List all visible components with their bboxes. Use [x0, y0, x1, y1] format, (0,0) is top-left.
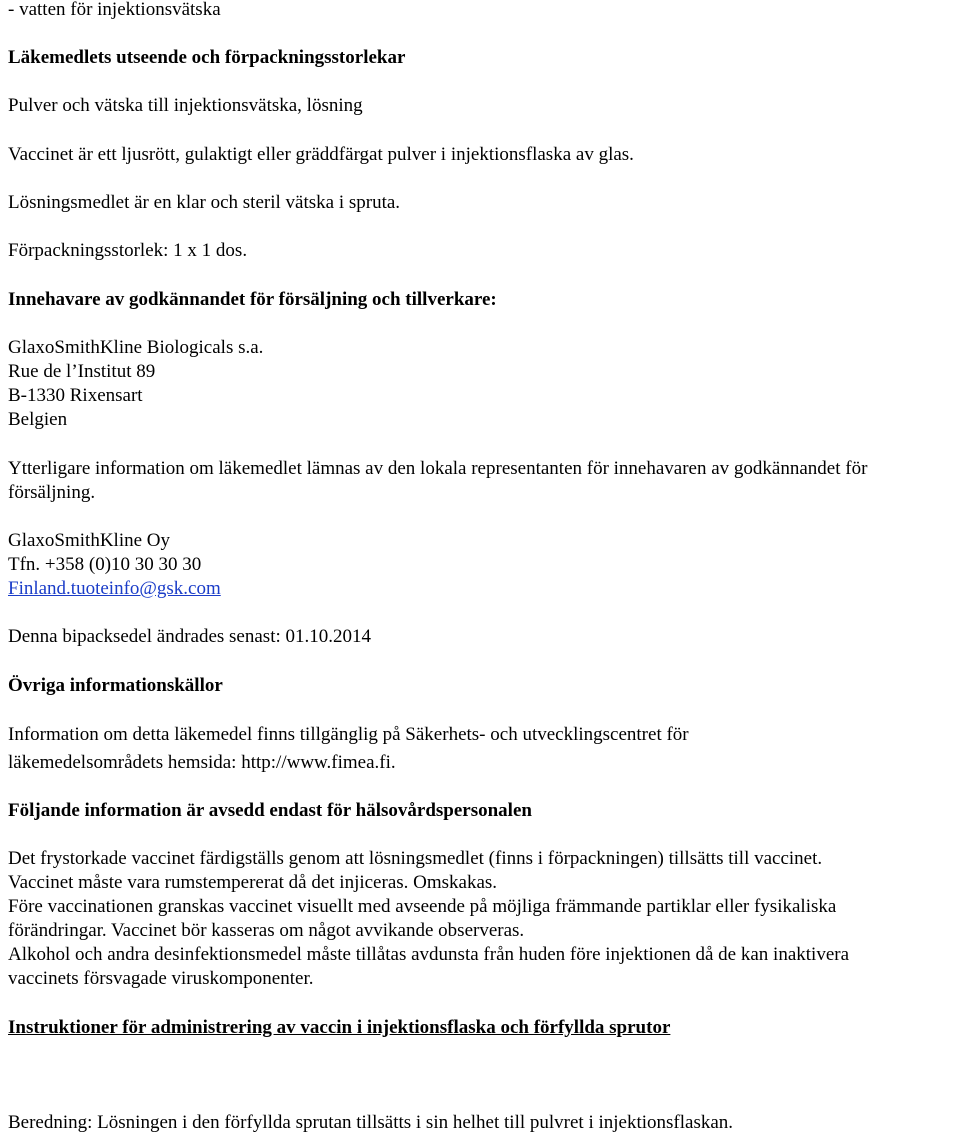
more-info-line-2: försäljning. — [8, 482, 96, 503]
revised-date: Denna bipacksedel ändrades senast: 01.10.2014 — [8, 626, 372, 647]
text-pack-size: Förpackningsstorlek: 1 x 1 dos. — [8, 240, 248, 261]
local-rep-phone: Tfn. +358 (0)10 30 30 30 — [8, 554, 202, 575]
more-info-line-1: Ytterligare information om läkemedlet lämnas av den lokala representanten för innehavaren av godkännandet för — [8, 458, 868, 479]
holder-street: Rue de l’Institut 89 — [8, 361, 156, 382]
heading-holder: Innehavare av godkännandet för försäljning och tillverkare: — [8, 289, 497, 310]
hcp-line-1: Det frystorkade vaccinet färdigställs genom att lösningsmedlet (finns i förpackningen) tillsätts till vaccinet. — [8, 848, 823, 869]
heading-instructions: Instruktioner för administrering av vaccin i injektionsflaska och förfyllda sprutor — [8, 1017, 671, 1038]
hcp-line-5: Alkohol och andra desinfektionsmedel måste tillåtas avdunsta från huden före injektionen då de kan inaktivera — [8, 944, 850, 965]
heading-other-sources: Övriga informationskällor — [8, 675, 223, 696]
hcp-line-6: vaccinets försvagade viruskomponenter. — [8, 968, 314, 989]
other-sources-line-1: Information om detta läkemedel finns tillgänglig på Säkerhets- och utvecklingscentret för — [8, 724, 689, 745]
holder-name: GlaxoSmithKline Biologicals s.a. — [8, 337, 264, 358]
hcp-line-3: Före vaccinationen granskas vaccinet visuellt med avseende på möjliga främmande partiklar eller fysikaliska — [8, 896, 837, 917]
hcp-line-4: förändringar. Vaccinet bör kasseras om något avvikande observeras. — [8, 920, 525, 941]
holder-country: Belgien — [8, 409, 68, 430]
heading-hcp: Följande information är avsedd endast för hälsovårdspersonalen — [8, 800, 532, 821]
text-vaccine: Vaccinet är ett ljusrött, gulaktigt eller gräddfärgat pulver i injektionsflaska av glas. — [8, 144, 634, 165]
other-sources-line-2: läkemedelsområdets hemsida: http://www.fimea.fi. — [8, 752, 396, 773]
preparation-text: Beredning: Lösningen i den förfyllda sprutan tillsätts i sin helhet till pulvret i injektionsflaskan. — [8, 1112, 734, 1133]
local-rep-name: GlaxoSmithKline Oy — [8, 530, 171, 551]
email-link[interactable]: Finland.tuoteinfo@gsk.com — [8, 578, 221, 599]
hcp-line-2: Vaccinet måste vara rumstempererat då det injiceras. Omskakas. — [8, 872, 498, 893]
text-powder: Pulver och vätska till injektionsvätska, lösning — [8, 95, 363, 116]
holder-city: B-1330 Rixensart — [8, 385, 143, 406]
local-rep-email[interactable] — [8, 577, 221, 601]
text-solvent: Lösningsmedlet är en klar och steril vätska i spruta. — [8, 192, 401, 213]
heading-appearance: Läkemedlets utseende och förpackningsstorlekar — [8, 47, 406, 68]
list-item-water: - vatten för injektionsvätska — [8, 0, 221, 20]
